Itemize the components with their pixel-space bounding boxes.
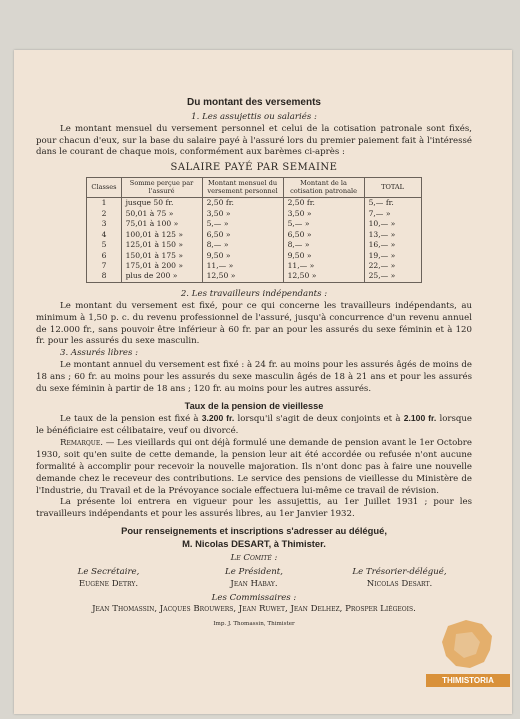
thimistoria-watermark (426, 616, 510, 698)
printer-imprint: Imp. J. Thomassin, Thimister (213, 621, 295, 628)
table-cell: 6,50 » (202, 230, 283, 240)
table-row (87, 261, 421, 271)
table-cell: 2,50 fr. (202, 198, 283, 209)
vigueur-text: La présente loi entrera en vigueur pour les assujettis, au 1er Juillet 1931 ; pour les travailleurs indépendants et pour les assurés libres, au 1er Janvier 1932. (36, 497, 472, 520)
comite-label: Le Comité : (230, 553, 278, 564)
treasurer-name: Nicolas Desart. (366, 578, 433, 589)
table-cell: 3 (87, 219, 121, 229)
watermark-label: THIMISTORIA (426, 674, 510, 687)
section-3-text: Le montant annuel du versement est fixé : à 24 fr. au moins pour les assurés âgés de moins de 18 ans ; 60 fr. au moins pour les assurés du sexe masculin âgés de 18 à 21 ans et pour les assurés du sexe féminin à partir de 18 ans ; 120 fr. au moins pour les autres assurés. (36, 360, 472, 394)
table-cell: 7 (87, 261, 121, 271)
table-cell: 100,01 à 125 » (121, 230, 202, 240)
table-cell: 13,— » (364, 230, 421, 240)
page-title: Du montant des versements (187, 97, 321, 108)
section-2-heading: 2. Les travailleurs indépendants : (180, 288, 328, 299)
president-name: Jean Habay. (230, 578, 278, 589)
pension-text-a: Le taux de la pension est fixé à (60, 414, 202, 425)
table-body (87, 198, 421, 283)
table-header: Montant de la cotisation patronale (283, 178, 364, 198)
table-cell: 5,— » (283, 219, 364, 229)
pension-amount-couple: 3.200 fr. (201, 413, 235, 424)
table-header-row (87, 178, 421, 198)
table-cell: 2 (87, 209, 121, 219)
section-2-text: Le montant du versement est fixé, pour ce qui concerne les travailleurs indépendants, au minimum à 1,50 p. c. du revenu professionnel de l'assuré, jusqu'à concurrence d'un revenu annuel de 12.000 fr., sans pouvoir être inférieur à 60 fr. par an pour les assurés du sexe féminin et à 120 fr. pour les assurés du sexe masculin. (36, 300, 472, 347)
table-cell: 4 (87, 230, 121, 240)
table-cell: 150,01 à 175 » (121, 251, 202, 261)
table-cell: 1 (87, 198, 121, 209)
contact-block (36, 525, 472, 551)
table-cell: 25,— » (364, 271, 421, 282)
salary-table (86, 177, 421, 283)
table-header: Montant mensuel du versement personnel (202, 178, 283, 198)
pension-text-b: lorsqu'il s'agit de deux conjoints et à (234, 414, 404, 425)
table-cell: 6 (87, 251, 121, 261)
secretary-name: Eugène Detry. (78, 578, 139, 589)
table-cell: 12,50 » (283, 271, 364, 282)
table-cell: 8 (87, 271, 121, 282)
table-cell: 175,01 à 200 » (121, 261, 202, 271)
table-cell: 11,— » (202, 261, 283, 271)
table-header: TOTAL (364, 178, 421, 198)
treasurer-role: Le Trésorier-délégué, (352, 566, 447, 577)
table-row (87, 251, 421, 261)
table-cell: 2,50 fr. (283, 198, 364, 209)
table-cell: 3,50 » (283, 209, 364, 219)
table-caption: SALAIRE PAYÉ PAR SEMAINE (170, 162, 338, 174)
table-cell: 6,50 » (283, 230, 364, 240)
commissaires-label: Les Commissaires : (211, 592, 297, 603)
signatory-secretary (36, 567, 181, 591)
table-cell: jusque 50 fr. (121, 198, 202, 209)
table-cell: 10,— » (364, 219, 421, 229)
table-cell: plus de 200 » (121, 271, 202, 282)
table-cell: 9,50 » (202, 251, 283, 261)
table-row (87, 219, 421, 229)
table-cell: 8,— » (202, 240, 283, 250)
table-cell: 5,— » (202, 219, 283, 229)
table-row (87, 198, 421, 209)
table-cell: 16,— » (364, 240, 421, 250)
table-row (87, 209, 421, 219)
table-cell: 12,50 » (202, 271, 283, 282)
signatories (36, 567, 472, 591)
remarque-text (36, 438, 472, 497)
contact-line-1: Pour renseignements et inscriptions s'adresser au délégué, (121, 525, 387, 537)
pension-amount-single: 2.100 fr. (403, 413, 437, 424)
signatory-president (182, 567, 327, 591)
table-cell: 75,01 à 100 » (121, 219, 202, 229)
table-cell: 5 (87, 240, 121, 250)
table-cell: 8,— » (283, 240, 364, 250)
document-body (36, 52, 472, 692)
table-cell: 3,50 » (202, 209, 283, 219)
president-role: Le Président, (225, 566, 283, 577)
table-row (87, 240, 421, 250)
table-cell: 9,50 » (283, 251, 364, 261)
table-cell: 22,— » (364, 261, 421, 271)
contact-line-2: M. Nicolas DESART, à Thimister. (182, 538, 326, 550)
table-cell: 125,01 à 150 » (121, 240, 202, 250)
section-1-text: Le montant mensuel du versement personnel et celui de la cotisation patronale sont fixés, pour chacun d'eux, sur la base du salaire payé à l'assuré lors du premier paiement fait à l'intéressé dans le courant de chaque mois, conformément aux barèmes ci-après : (36, 123, 472, 158)
table-cell: 5,— fr. (364, 198, 421, 209)
signatory-treasurer (327, 567, 472, 591)
table-row (87, 271, 421, 282)
pension-heading: Taux de la pension de vieillesse (184, 400, 324, 411)
table-cell: 11,— » (283, 261, 364, 271)
remarque-body: — Les vieillards qui ont déjà formulé une demande de pension avant le 1er Octobre 1930, soit qu'en suite de cette demande, la pension leur ait été accordée ou refusée n'ont aucune formalité à accomplir pour recevoir la nouvelle majoration. Ils n'ont donc pas à faire une nouvelle demande chez le receveur des contributions. Le service des pensions de vieillesse du Ministère de l'Industrie, du Travail et de la Prévoyance sociale effectuera lui-même ce travail de révision. (36, 438, 472, 496)
table-cell: 50,01 à 75 » (121, 209, 202, 219)
pension-rate-text (36, 413, 472, 438)
secretary-role: Le Secrétaire, (77, 566, 140, 577)
pension-text-c: lorsque le bénéficiaire est célibataire, veuf ou divorcé. (36, 414, 473, 437)
remarque-label: Remarque. (60, 438, 103, 449)
table-row (87, 230, 421, 240)
table-cell: 7,— » (364, 209, 421, 219)
table-cell: 19,— » (364, 251, 421, 261)
table-header: Somme perçue par l'assuré (121, 178, 202, 198)
section-1-heading: 1. Les assujettis ou salariés : (191, 111, 317, 122)
table-header: Classes (87, 178, 121, 198)
commissaires-names: Jean Thomassin, Jacques Brouwers, Jean Ruwet, Jean Delhez, Prosper Liégeois. (92, 604, 416, 615)
section-3-heading: 3. Assurés libres : (60, 348, 139, 359)
